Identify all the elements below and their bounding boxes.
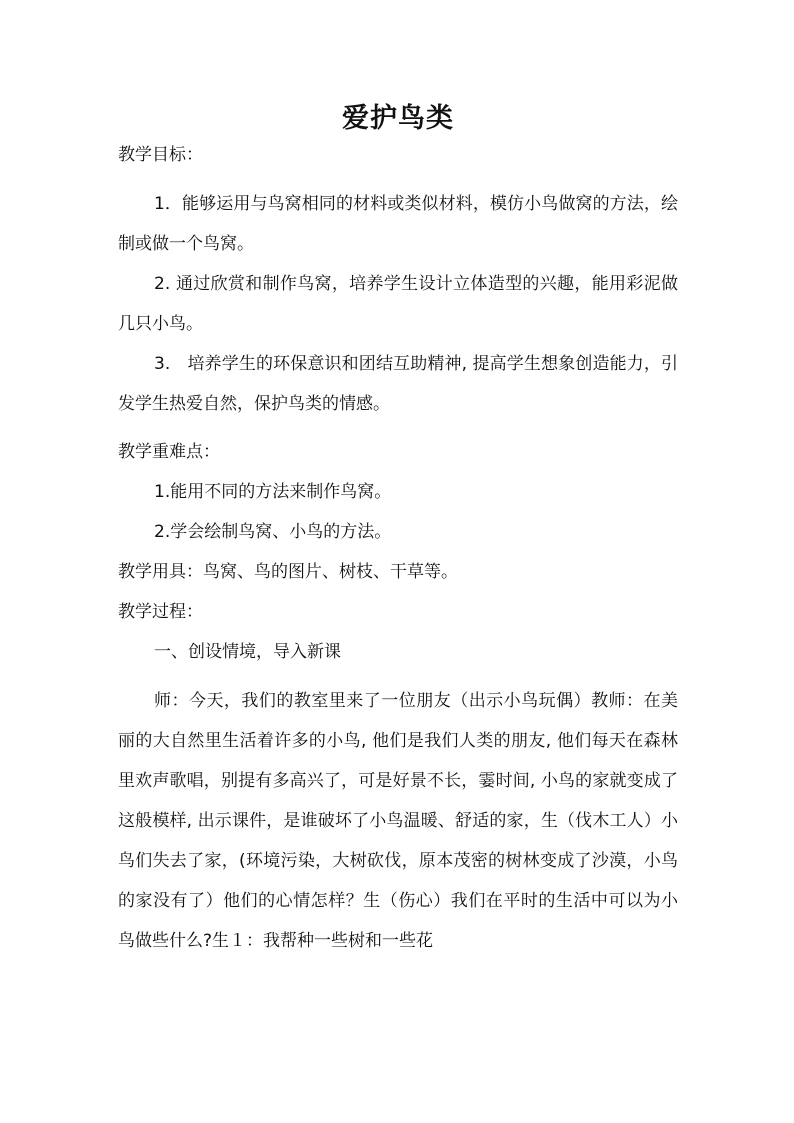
process-paragraph: 师：今天，我们的教室里来了一位朋友（出示小鸟玩偶）教师：在美丽的大自然里生活着许多的小鸟, 他们是我们人类的朋友, 他们每天在森林里欢声歌唱，别提有多高兴了，可是好景不长，霎时间, 小鸟的家就变成了这般模样, 出示课件，是谁破坏了小鸟温暖、舒适的家，生（伐木工人）小鸟们失去了家，(环境污染，大树砍伐，原本茂密的树林变成了沙漠，小鸟的家没有了）他们的心情怎样？生（伤心）我们在平时的生活中可以为小鸟做些什么?生１：我帮种一些树和一些花 [118,691,678,951]
key-points-heading: 教学重难点： [118,442,220,462]
document-page [118,100,678,961]
objective-3: 3. 培养学生的环保意识和团结互助精神, 提高学生想象创造能力，引发学生热爱自然，保护鸟类的情感。 [118,354,678,414]
process-step-1: 一、创设情境，导入新课 [154,642,341,662]
teaching-tools: 教学用具：鸟窝、鸟的图片、树枝、干草等。 [118,562,458,582]
document-title: 爱护鸟类 [342,103,454,134]
process-heading: 教学过程： [118,602,203,622]
key-point-1: 1.能用不同的方法来制作鸟窝。 [154,482,392,502]
objective-1: 1．能够运用与鸟窝相同的材料或类似材料，模仿小鸟做窝的方法，绘制或做一个鸟窝。 [118,194,678,254]
objectives-heading: 教学目标： [118,145,203,165]
objective-2: 2. 通过欣赏和制作鸟窝，培养学生设计立体造型的兴趣，能用彩泥做几只小鸟。 [118,274,678,334]
key-point-2: 2.学会绘制鸟窝、小鸟的方法。 [154,522,392,542]
